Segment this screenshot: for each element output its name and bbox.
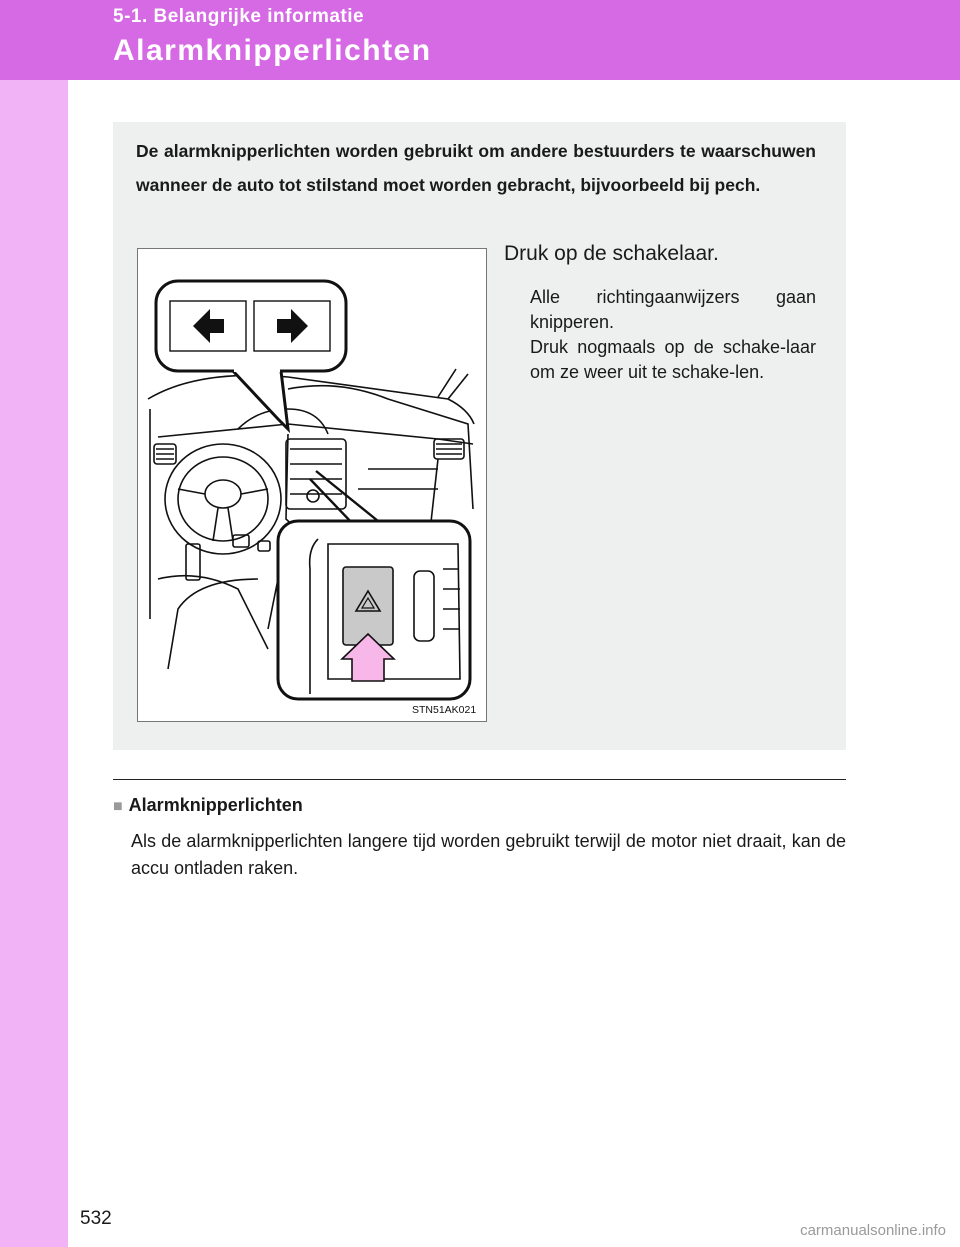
watermark: carmanualsonline.info (800, 1222, 946, 1239)
figure-code: STN51AK021 (412, 704, 477, 716)
note-marker: ■ (113, 798, 123, 815)
section-divider (113, 779, 846, 780)
note-heading (113, 795, 303, 816)
note-body: Als de alarmknipperlichten langere tijd worden gebruikt terwijl de motor niet draait, kan de accu ontladen raken. (131, 831, 846, 878)
step-description (530, 285, 816, 385)
section-label: 5-1. Belangrijke informatie (113, 6, 365, 27)
dashboard-illustration (137, 248, 487, 722)
step-paragraph: Druk nogmaals op de schake-laar om ze weer uit te schake-len. (530, 337, 816, 382)
page-title: Alarmknipperlichten (113, 34, 432, 67)
note-heading-text: Alarmknipperlichten (128, 795, 303, 815)
step-paragraph: Alle richtingaanwijzers gaan knipperen. (530, 287, 816, 332)
page-number: 532 (80, 1208, 112, 1229)
left-margin-band (0, 0, 68, 1247)
page-header (0, 0, 960, 80)
intro-text: De alarmknipperlichten worden gebruikt om andere bestuurders te waarschuwen wanneer de auto tot stilstand moet worden gebracht, bijvoorbeeld bij pech. (136, 141, 816, 195)
step-title: Druk op de schakelaar. (504, 242, 719, 265)
